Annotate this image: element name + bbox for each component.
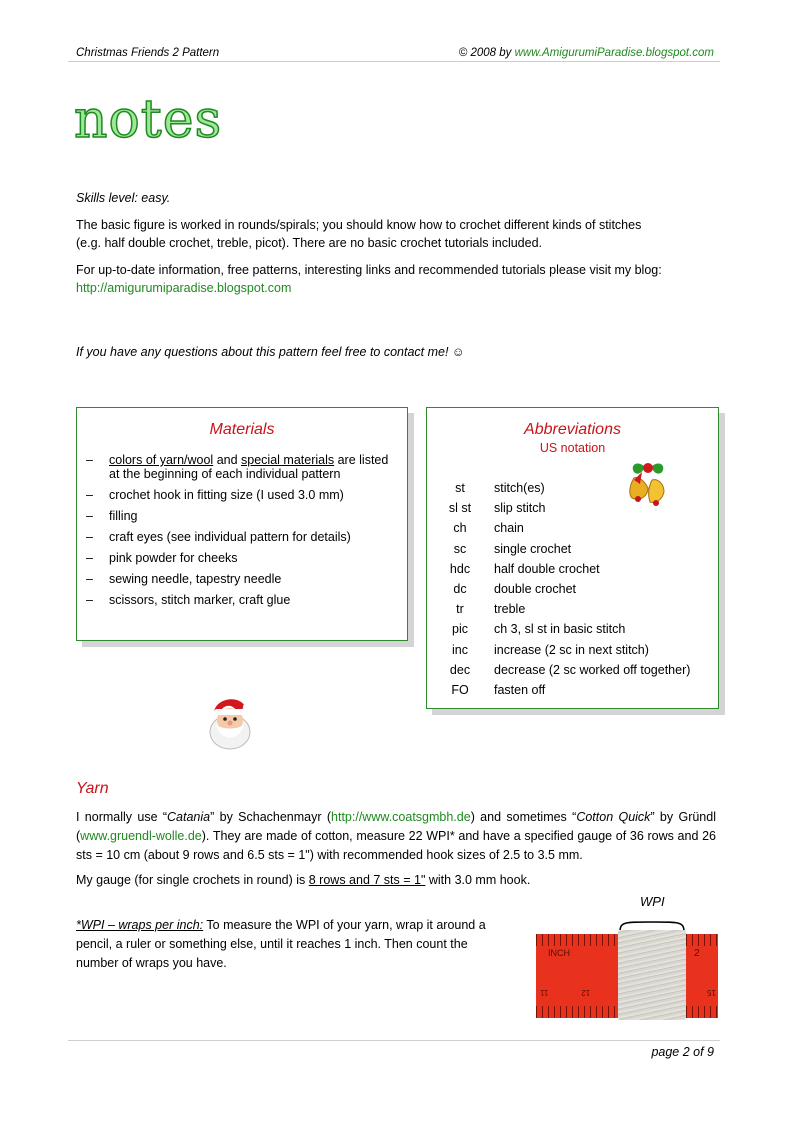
- gauge-text: My gauge (for single crochets in round) is: [76, 873, 309, 887]
- abbreviation-value: half double crochet: [494, 561, 600, 576]
- abbreviation-value: treble: [494, 602, 526, 617]
- abbreviation-value: chain: [494, 521, 524, 536]
- abbreviation-value: single crochet: [494, 541, 572, 556]
- abbreviation-key: dc: [453, 582, 467, 597]
- abbreviation-value: fasten off: [494, 682, 546, 697]
- header-copyright: [459, 47, 714, 59]
- materials-item: – sewing needle, tapestry needle: [86, 572, 397, 586]
- santa-icon: [206, 694, 254, 755]
- materials-item-underlined: colors of yarn/wool: [109, 453, 214, 467]
- abbreviation-row: [428, 539, 718, 559]
- basic-line-2: (e.g. half double crochet, treble, picot). There are no basic crochet tutorials included.: [76, 236, 542, 250]
- abbreviation-row: [428, 680, 718, 700]
- yarn-text: I normally use “: [76, 810, 168, 824]
- abbreviation-row: [428, 640, 718, 660]
- abbreviation-key: sc: [453, 541, 467, 556]
- wpi-paragraph: [76, 916, 506, 973]
- coats-link[interactable]: http://www.coatsgmbh.de: [331, 810, 471, 824]
- blog-link[interactable]: http://amigurumiparadise.blogspot.com: [76, 281, 292, 295]
- yarn-text: ” by Gründl (: [76, 810, 716, 843]
- materials-item-text: and: [213, 453, 242, 467]
- page-number: page 2 of 9: [651, 1045, 714, 1059]
- gauge-value: 8 rows and 7 sts = 1": [308, 873, 426, 887]
- info-paragraph: [76, 261, 716, 297]
- abbreviation-key: pic: [452, 622, 468, 637]
- materials-item: – pink powder for cheeks: [86, 551, 397, 565]
- materials-item: – crochet hook in fitting size (I used 3.0 mm): [86, 488, 397, 502]
- abbreviation-row: [428, 619, 718, 639]
- materials-item: – filling: [86, 509, 397, 523]
- wpi-label: *WPI – wraps per inch:: [76, 918, 204, 932]
- abbreviations-subtitle: US notation: [539, 441, 606, 455]
- abbreviation-row: [428, 660, 718, 680]
- yarn-text: ) and sometimes “: [470, 810, 577, 824]
- ruler-number-2: 2: [694, 948, 700, 959]
- materials-item-text: are listed at the beginning of each individual pattern: [109, 453, 389, 481]
- abbreviation-value: double crochet: [494, 582, 577, 597]
- yarn-text: ). They are made of cotton, measure 22 WPI* and have a specified gauge of 36 rows and 26 sts = 10 cm (about 9 rows and 6.5 sts = 1") with recommended hook sizes of 2.5 to 3.5 mm.: [76, 829, 716, 862]
- materials-item-underlined: special materials: [241, 453, 335, 467]
- abbreviations-title: Abbreviations: [524, 421, 621, 438]
- abbreviation-row: [428, 498, 718, 518]
- abbreviation-value: decrease (2 sc worked off together): [494, 662, 691, 677]
- header-rule: [68, 61, 720, 62]
- questions-line: If you have any questions about this pattern feel free to contact me! ☺: [76, 345, 465, 359]
- yarn-heading: Yarn: [76, 780, 109, 797]
- abbreviation-key: dec: [449, 662, 471, 677]
- gruendl-link[interactable]: www.gruendl-wolle.de: [80, 829, 202, 843]
- christmas-bell-icon: [626, 458, 672, 511]
- header-link[interactable]: www.AmigurumiParadise.blogspot.com: [514, 47, 714, 59]
- yarn-brand: Catania: [167, 810, 211, 824]
- ruler-number: 12: [581, 988, 591, 997]
- materials-title: Materials: [209, 421, 275, 438]
- abbreviation-key: sl st: [448, 501, 472, 516]
- abbreviation-key: hdc: [449, 561, 471, 576]
- footer-rule: [68, 1040, 720, 1041]
- materials-item: [86, 453, 397, 481]
- materials-list: [86, 453, 397, 607]
- basic-line-1: The basic figure is worked in rounds/spirals; you should know how to crochet different kinds of stitches: [76, 218, 642, 232]
- abbreviation-value: slip stitch: [494, 501, 546, 516]
- yarn-text: ” by Schachenmayr (: [210, 810, 332, 824]
- abbreviation-value: increase (2 sc in next stitch): [494, 642, 649, 657]
- yarn-brand: Cotton Quick: [576, 810, 651, 824]
- ruler-number: 15: [707, 988, 716, 997]
- abbreviation-value: stitch(es): [494, 481, 545, 496]
- materials-box: [76, 407, 408, 641]
- abbreviation-key: st: [455, 481, 465, 496]
- abbreviation-row: [428, 599, 718, 619]
- abbreviation-row: [428, 518, 718, 538]
- wpi-text: To measure the WPI of your yarn, wrap it around a pencil, a ruler or something else, until it reaches 1 inch. Then count the number of wraps you have.: [76, 918, 486, 970]
- abbreviations-table: [428, 478, 718, 700]
- ruler-number: 11: [540, 988, 549, 997]
- abbreviation-value: ch 3, sl st in basic stitch: [494, 622, 626, 637]
- abbreviation-key: ch: [453, 521, 467, 536]
- skills-level: Skills level: easy.: [76, 191, 171, 205]
- abbreviation-key: tr: [456, 602, 464, 617]
- materials-item: – scissors, stitch marker, craft glue: [86, 593, 397, 607]
- copyright-text: © 2008 by: [458, 47, 515, 59]
- materials-item: – craft eyes (see individual pattern for details): [86, 530, 397, 544]
- info-line: For up-to-date information, free patterns, interesting links and recommended tutorials please visit my blog:: [76, 263, 662, 277]
- abbreviation-row: [428, 579, 718, 599]
- abbreviation-key: FO: [451, 682, 469, 697]
- ruler-inch-label: INCH: [548, 948, 570, 958]
- yarn-wraps: [618, 930, 686, 1020]
- basic-figure-paragraph: [76, 216, 716, 252]
- page-header: [76, 47, 718, 59]
- abbreviations-box: [426, 407, 719, 709]
- wpi-photo-label: WPI: [640, 894, 665, 909]
- wpi-photo: [528, 892, 718, 1020]
- notes-title: notes: [74, 90, 223, 150]
- header-title: Christmas Friends 2 Pattern: [76, 47, 220, 59]
- abbreviation-key: inc: [452, 642, 468, 657]
- abbreviation-row: [428, 559, 718, 579]
- abbreviation-row: [428, 478, 718, 498]
- gauge-text: with 3.0 mm hook.: [425, 873, 531, 887]
- yarn-paragraph: [76, 808, 716, 865]
- gauge-line: [76, 871, 716, 889]
